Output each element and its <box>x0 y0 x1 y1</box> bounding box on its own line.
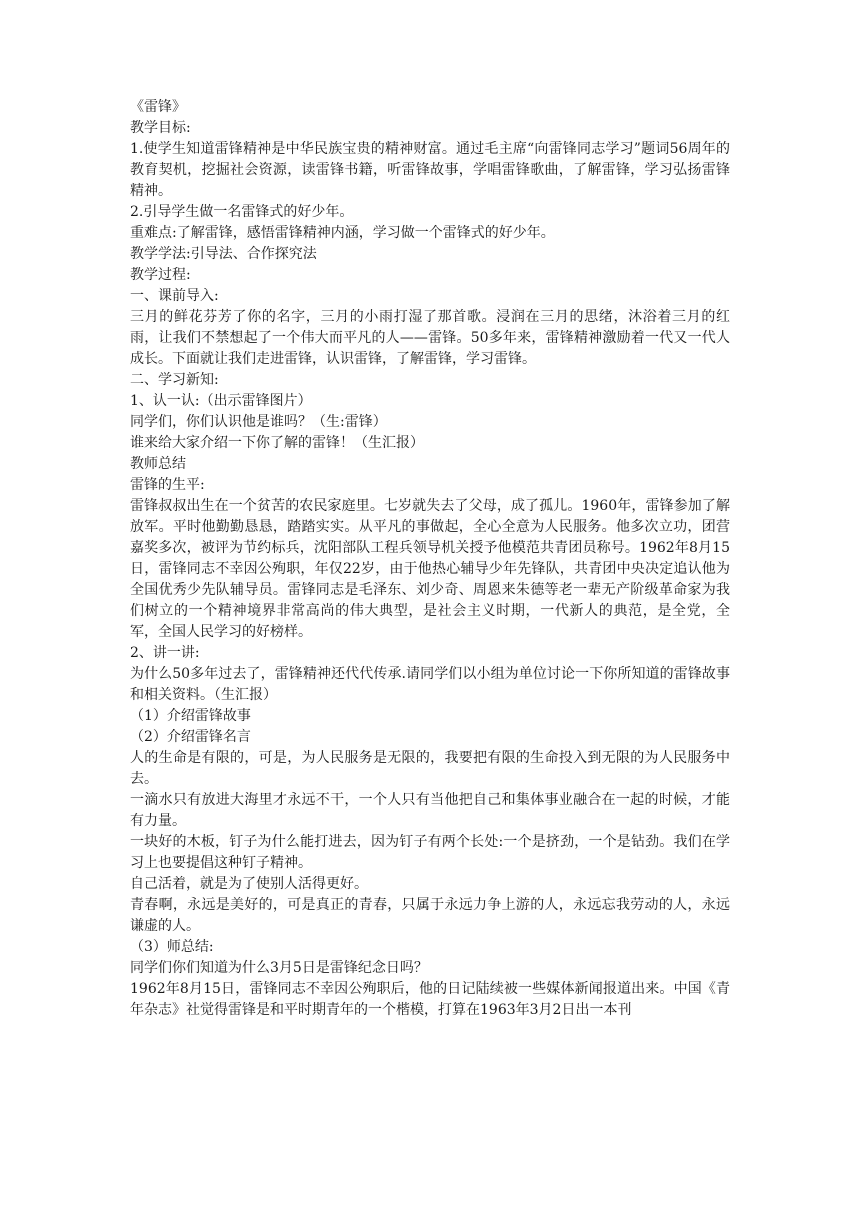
key-points: 重难点:了解雷锋，感悟雷锋精神内涵，学习做一个雷锋式的好少年。 <box>130 225 555 241</box>
item-teacher-summary: （3）师总结: <box>130 939 214 955</box>
document-title: 《雷锋》 <box>130 99 186 115</box>
question-who: 同学们，你们认识他是谁吗？（生:雷锋） <box>130 414 387 430</box>
step-talk: 2、讲一讲: <box>130 645 200 661</box>
item-quotes: （2）介绍雷锋名言 <box>130 729 251 745</box>
biography-heading: 雷锋的生平: <box>130 477 205 493</box>
biography-paragraph: 雷锋叔叔出生在一个贫苦的农民家庭里。七岁就失去了父母，成了孤儿。1960年，雷锋参加了解放军。平时他勤勤恳恳，踏踏实实。从平凡的事做起，全心全意为人民服务。他多次立功，团营嘉奖多次，被评为节约标兵，沈阳部队工程兵领导机关授予他模范共青团员称号。1962年8月15日，雷锋同志不幸因公殉职，年仅22岁，由于他热心辅导少年先锋队，共青团中央决定追认他为全国优秀少先队辅导员。雷锋同志是毛泽东、刘少奇、周恩来朱德等老一辈无产阶级革命家为我们树立的一个精神境界非常高尚的伟大典型，是社会主义时期，一代新人的典范，是全党，全军，全国人民学习的好榜样。 <box>130 498 730 640</box>
quote-1: 人的生命是有限的，可是，为人民服务是无限的，我要把有限的生命投入到无限的为人民服务中去。 <box>130 750 730 787</box>
prompt-introduce: 谁来给大家介绍一下你了解的雷锋！（生汇报） <box>130 435 424 451</box>
quote-3: 一块好的木板，钉子为什么能打进去，因为钉子有两个长处:一个是挤劲，一个是钻劲。我们在学习上也要提倡这种钉子精神。 <box>130 834 730 871</box>
objective-1: 1.使学生知道雷锋精神是中华民族宝贵的精神财富。通过毛主席“向雷锋同志学习”题词56周年的教育契机，挖掘社会资源，读雷锋书籍，听雷锋故事，学唱雷锋歌曲，了解雷锋，学习弘扬雷锋精神。 <box>130 141 730 199</box>
teacher-summary-heading: 教师总结 <box>130 456 186 472</box>
section-new-knowledge-heading: 二、学习新知: <box>130 372 219 388</box>
question-memorial-day: 同学们你们知道为什么3月5日是雷锋纪念日吗？ <box>130 960 428 976</box>
history-paragraph: 1962年8月15日，雷锋同志不幸因公殉职后，他的日记陆续被一些媒体新闻报道出来。中国《青年杂志》社觉得雷锋是和平时期青年的一个楷模，打算在1963年3月2日出一本刊 <box>130 981 730 1018</box>
step-recognize: 1、认一认:（出示雷锋图片） <box>130 393 312 409</box>
quote-4: 自己活着，就是为了使别人活得更好。 <box>130 876 368 892</box>
discussion-prompt: 为什么50多年过去了，雷锋精神还代代传承.请同学们以小组为单位讨论一下你所知道的雷锋故事和相关资料。（生汇报） <box>130 666 730 703</box>
quote-2: 一滴水只有放进大海里才永远不干，一个人只有当他把自己和集体事业融合在一起的时候，才能有力量。 <box>130 792 730 829</box>
quote-5: 青春啊，永远是美好的，可是真正的青春，只属于永远力争上游的人，永远忘我劳动的人，永远谦虚的人。 <box>130 897 730 934</box>
heading-objectives: 教学目标: <box>130 120 191 136</box>
item-stories: （1）介绍雷锋故事 <box>130 708 251 724</box>
document-page <box>130 97 730 1021</box>
intro-paragraph: 三月的鲜花芬芳了你的名字，三月的小雨打湿了那首歌。浸润在三月的思绪，沐浴着三月的红雨，让我们不禁想起了一个伟大而平凡的人——雷锋。50多年来，雷锋精神激励着一代又一代人成长。下面就让我们走进雷锋，认识雷锋，了解雷锋，学习雷锋。 <box>130 309 730 367</box>
section-intro-heading: 一、课前导入: <box>130 288 219 304</box>
heading-process: 教学过程: <box>130 267 191 283</box>
objective-2: 2.引导学生做一名雷锋式的好少年。 <box>130 204 354 220</box>
teaching-methods: 教学学法:引导法、合作探究法 <box>130 246 317 262</box>
